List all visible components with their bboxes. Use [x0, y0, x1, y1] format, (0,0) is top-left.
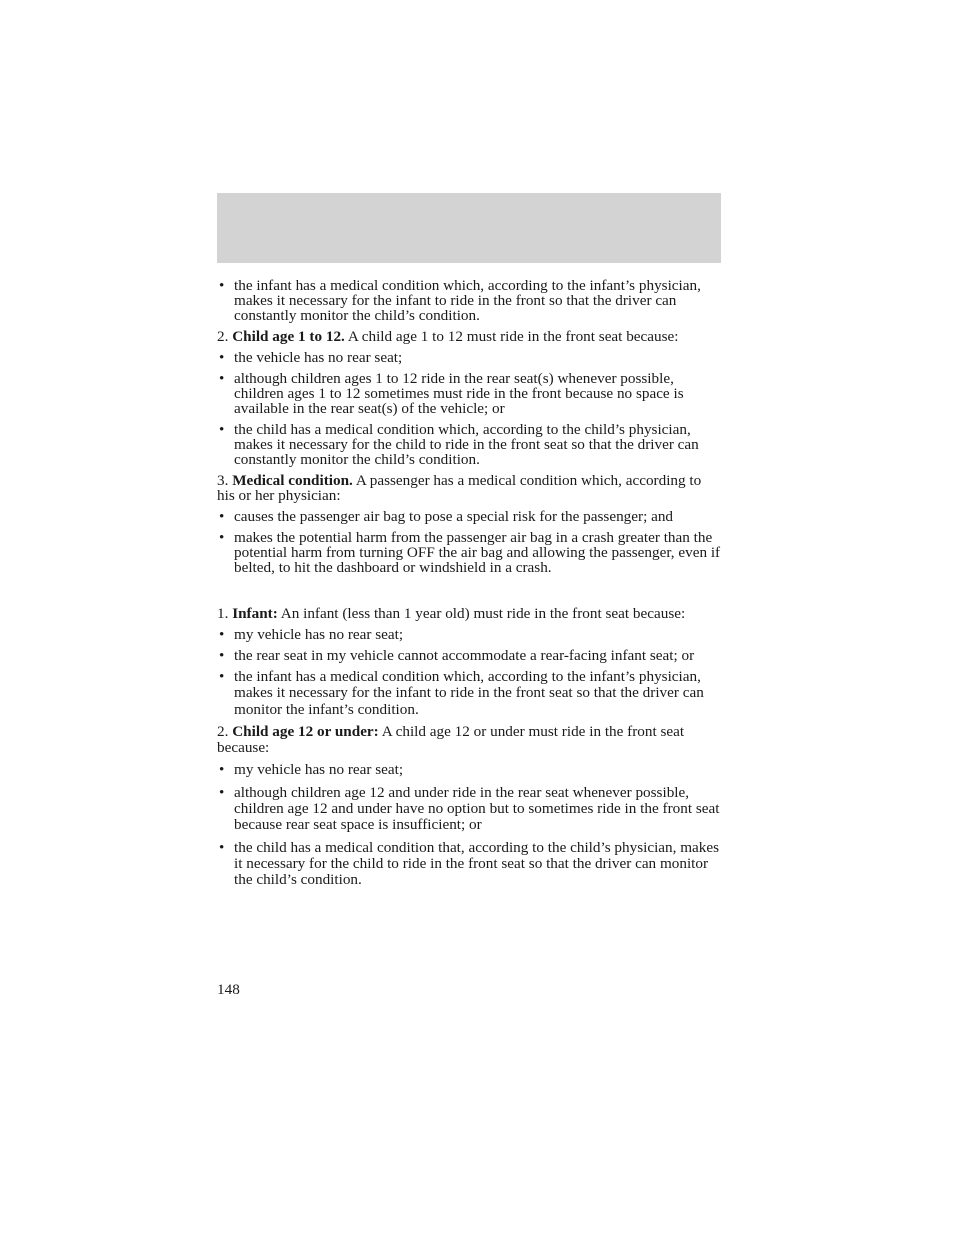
list-item: • the child has a medical condition that, according to the child’s physician, makes it necessary for the child to ride in the front seat so that the driver can monitor the child’s condition. [217, 840, 721, 889]
list-item: • although children age 12 and under ride in the rear seat whenever possible, children age 12 and under have no option but to sometimes ride in the front seat because rear seat space is insufficient; or [217, 785, 721, 834]
item-text: A passenger has a medical condition which, according to his or her physician: [217, 472, 702, 504]
list-item: • makes the potential harm from the passenger air bag in a crash greater than the potential harm from turning OFF the air bag and allowing the passenger, even if belted, to hit the dashboard or windshield in a crash. [217, 530, 721, 575]
item-number: 1. [217, 605, 229, 622]
item-text: A child age 12 or under must ride in the front seat because: [217, 722, 685, 757]
item-heading: Child age 1 to 12. [232, 328, 345, 345]
bullet-infant-medical: • the infant has a medical condition which, according to the infant’s physician, makes it necessary for the infant to ride in the front so that the driver can constantly monitor the child’s condition. [217, 278, 721, 323]
item-child-age-1-to-12 [217, 329, 721, 344]
page-number: 148 [217, 981, 240, 998]
item-child-age-12-or-under [217, 724, 721, 757]
list-item: • the infant has a medical condition which, according to the infant’s physician, makes it necessary for the infant to ride in the front seat so that the driver can monitor the infant’s condition. [217, 669, 721, 718]
list-item: • my vehicle has no rear seat; [217, 627, 721, 642]
item-heading: Medical condition. [232, 472, 353, 489]
list-item: • the vehicle has no rear seat; [217, 350, 721, 365]
item-number: 3. [217, 472, 229, 489]
item-medical-condition [217, 473, 721, 503]
list-item: • the child has a medical condition which, according to the child’s physician, makes it necessary for the child to ride in the front seat so that the driver can constantly monitor the child’s condition. [217, 422, 721, 467]
section-header-band [217, 193, 721, 263]
list-item: • my vehicle has no rear seat; [217, 762, 721, 778]
list-item: • the rear seat in my vehicle cannot accommodate a rear-facing infant seat; or [217, 648, 721, 663]
item-text: An infant (less than 1 year old) must ride in the front seat because: [280, 605, 686, 622]
list-item: • causes the passenger air bag to pose a special risk for the passenger; and [217, 509, 721, 524]
item-number: 2. [217, 722, 229, 740]
item-heading: Infant: [232, 605, 278, 622]
item-heading: Child age 12 or under: [232, 722, 379, 740]
item-text: A child age 1 to 12 must ride in the front seat because: [347, 328, 679, 345]
list-item: • although children ages 1 to 12 ride in the rear seat(s) whenever possible, children ages 1 to 12 sometimes must ride in the front because no space is available in the rear seat(s) of the vehicle; or [217, 371, 721, 416]
item-infant [217, 606, 721, 621]
page-body [217, 278, 721, 889]
item-number: 2. [217, 328, 229, 345]
